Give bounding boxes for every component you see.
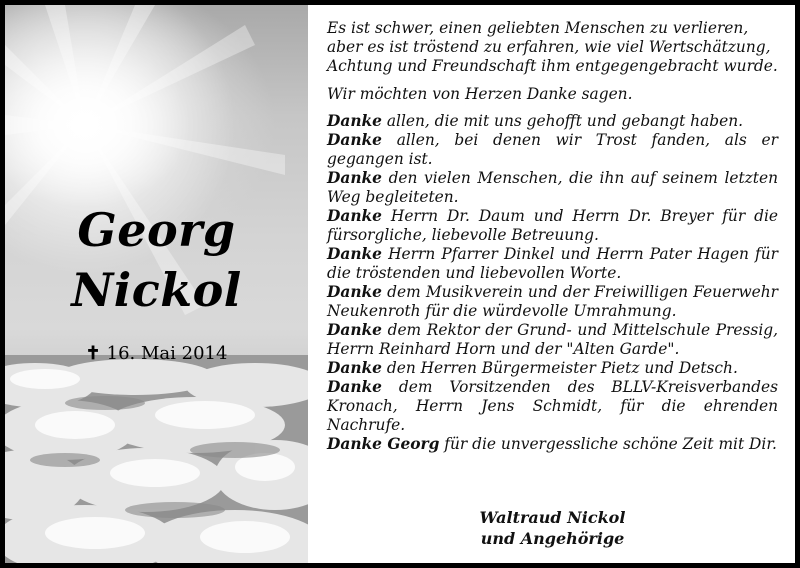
intro-line: aber es ist tröstend zu erfahren, wie viel Wertschätzung, <box>327 38 771 56</box>
thanks-line: Wir möchten von Herzen Danke sagen. <box>327 85 633 103</box>
danke-item: Danke dem Vorsitzenden des BLLV-Kreisverbandes Kronach, Herrn Jens Schmidt, für die ehrenden Nachrufe. <box>327 378 778 434</box>
danke-keyword: Danke <box>327 131 382 149</box>
danke-item: Danke allen, bei denen wir Trost fanden, als er gegangen ist. <box>327 131 778 168</box>
clouds-image <box>5 355 308 563</box>
danke-item: Danke den Herren Bürgermeister Pietz und Detsch. <box>327 359 738 377</box>
death-date-line <box>5 343 308 364</box>
danke-item: Danke Herrn Dr. Daum und Herrn Dr. Breyer für die fürsorgliche, liebevolle Betreuung. <box>327 207 778 244</box>
cross-icon: ✝ <box>85 343 101 364</box>
danke-keyword: Danke <box>327 359 382 377</box>
danke-item: Danke Georg für die unvergessliche schöne Zeit mit Dir. <box>327 435 777 453</box>
danke-item: Danke dem Musikverein und der Freiwilligen Feuerwehr Neukenroth für die würdevolle Umrahmung. <box>327 283 778 320</box>
signature <box>327 507 778 549</box>
thank-you-text <box>327 19 778 454</box>
first-name: Georg <box>77 203 236 257</box>
sky-clouds-photo <box>5 5 308 563</box>
danke-item: Danke dem Rektor der Grund- und Mittelschule Pressig, Herrn Reinhard Horn und der "Alten Garde". <box>327 321 778 358</box>
danke-keyword: Danke <box>327 378 382 396</box>
signature-family: und Angehörige <box>480 529 625 548</box>
danke-keyword: Danke <box>327 283 382 301</box>
last-name: Nickol <box>71 263 242 317</box>
danke-item: Danke Herrn Pfarrer Dinkel und Herrn Pater Hagen für die tröstenden und liebevollen Worte. <box>327 245 778 282</box>
danke-item: Danke den vielen Menschen, die ihn auf seinem letzten Weg begleiteten. <box>327 169 778 206</box>
signature-name: Waltraud Nickol <box>479 508 626 527</box>
death-date: 16. Mai 2014 <box>106 343 228 364</box>
danke-keyword: Danke <box>327 169 382 187</box>
danke-keyword: Danke Georg <box>327 435 440 453</box>
danke-keyword: Danke <box>327 112 382 130</box>
danke-keyword: Danke <box>327 245 382 263</box>
intro-line: Es ist schwer, einen geliebten Menschen zu verlieren, <box>327 19 749 37</box>
danke-keyword: Danke <box>327 207 382 225</box>
intro-line: Achtung und Freundschaft ihm entgegengebracht wurde. <box>327 57 778 75</box>
intro-paragraph <box>327 19 778 76</box>
danke-keyword: Danke <box>327 321 382 339</box>
danke-item: Danke allen, die mit uns gehofft und gebangt haben. <box>327 112 744 130</box>
